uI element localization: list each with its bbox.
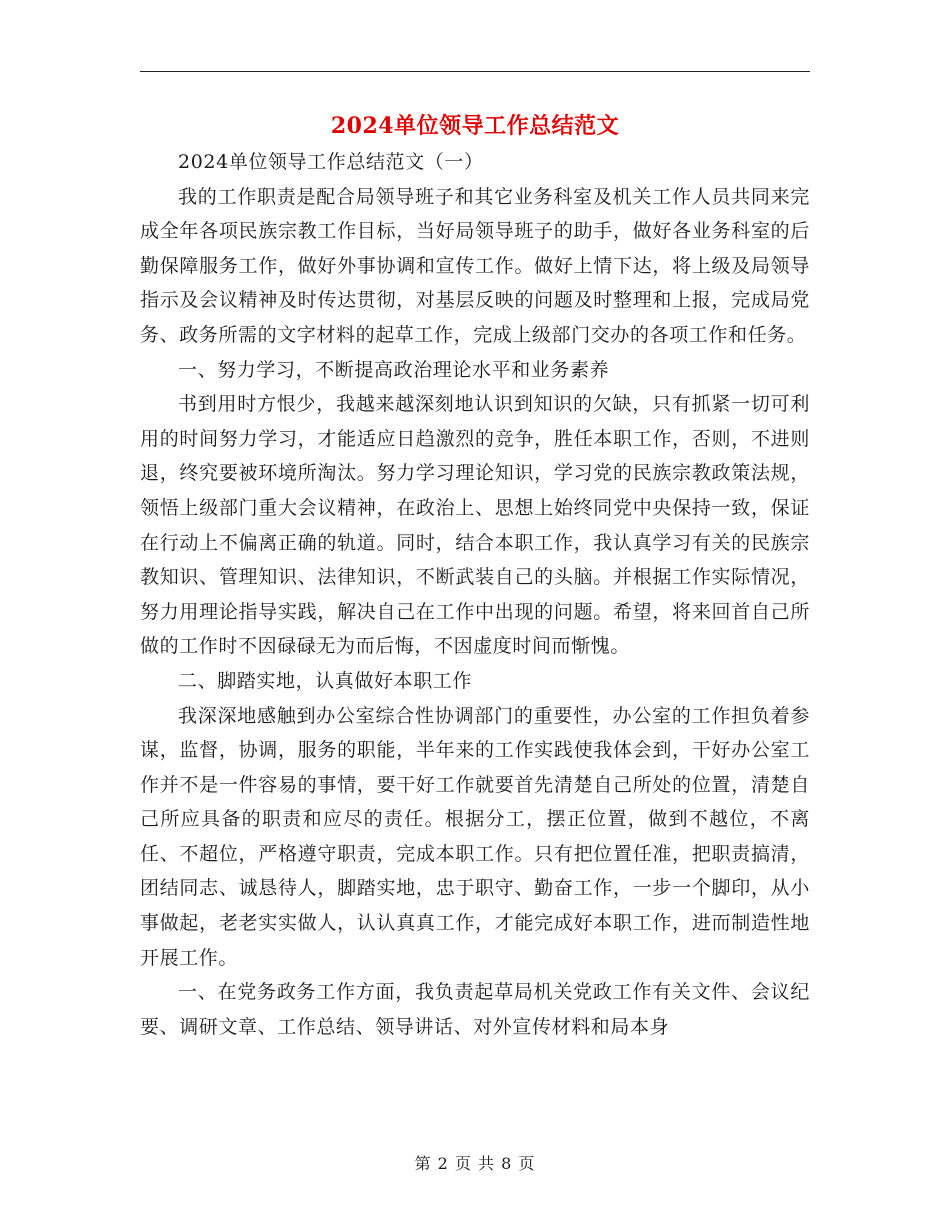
document-title: 2024单位领导工作总结范文 bbox=[330, 113, 620, 139]
document-body bbox=[140, 145, 810, 1044]
header-rule bbox=[140, 71, 810, 72]
body-paragraph: 书到用时方恨少，我越来越深刻地认识到知识的欠缺，只有抓紧一切可利用的时间努力学习，才能适应日趋激烈的竞争，胜任本职工作，否则，不进则退，终究要被环境所淘汰。努力学习理论知识，学习党的民族宗教政策法规，领悟上级部门重大会议精神，在政治上、思想上始终同党中央保持一致，保证在行动上不偏离正确的轨道。同时，结合本职工作，我认真学习有关的民族宗教知识、管理知识、法律知识，不断武装自己的头脑。并根据工作实际情况，努力用理论指导实践，解决自己在工作中出现的问题。希望，将来回首自己所做的工作时不因碌碌无为而后悔，不因虚度时间而惭愧。 bbox=[140, 393, 810, 658]
body-paragraph: 一、在党务政务工作方面，我负责起草局机关党政工作有关文件、会议纪要、调研文章、工作总结、领导讲话、对外宣传材料和局本身 bbox=[140, 981, 810, 1038]
section-heading: 2024单位领导工作总结范文（一） bbox=[178, 151, 484, 173]
sub-heading: 一、努力学习，不断提高政治理论水平和业务素养 bbox=[178, 358, 610, 381]
page-number-footer: 第 2 页 共 8 页 bbox=[414, 1154, 536, 1173]
sub-heading: 二、脚踏实地，认真做好本职工作 bbox=[178, 669, 473, 692]
body-paragraph: 我的工作职责是配合局领导班子和其它业务科室及机关工作人员共同来完成全年各项民族宗教工作目标，当好局领导班子的助手，做好各业务科室的后勤保障服务工作，做好外事协调和宣传工作。做好上情下达，将上级及局领导指示及会议精神及时传达贯彻，对基层反映的问题及时整理和上报，完成局党务、政务所需的文字材料的起草工作，完成上级部门交办的各项工作和任务。 bbox=[140, 185, 810, 346]
body-paragraph: 我深深地感触到办公室综合性协调部门的重要性，办公室的工作担负着参谋，监督，协调，服务的职能，半年来的工作实践使我体会到，干好办公室工作并不是一件容易的事情，要干好工作就要首先清楚自己所处的位置，清楚自己所应具备的职责和应尽的责任。根据分工，摆正位置，做到不越位，不离任、不超位，严格遵守职责，完成本职工作。只有把位置任准，把职责搞清，团结同志、诚恳待人，脚踏实地，忠于职守、勤奋工作，一步一个脚印，从小事做起，老老实实做人，认认真真工作，才能完成好本职工作，进而制造性地开展工作。 bbox=[140, 704, 810, 969]
